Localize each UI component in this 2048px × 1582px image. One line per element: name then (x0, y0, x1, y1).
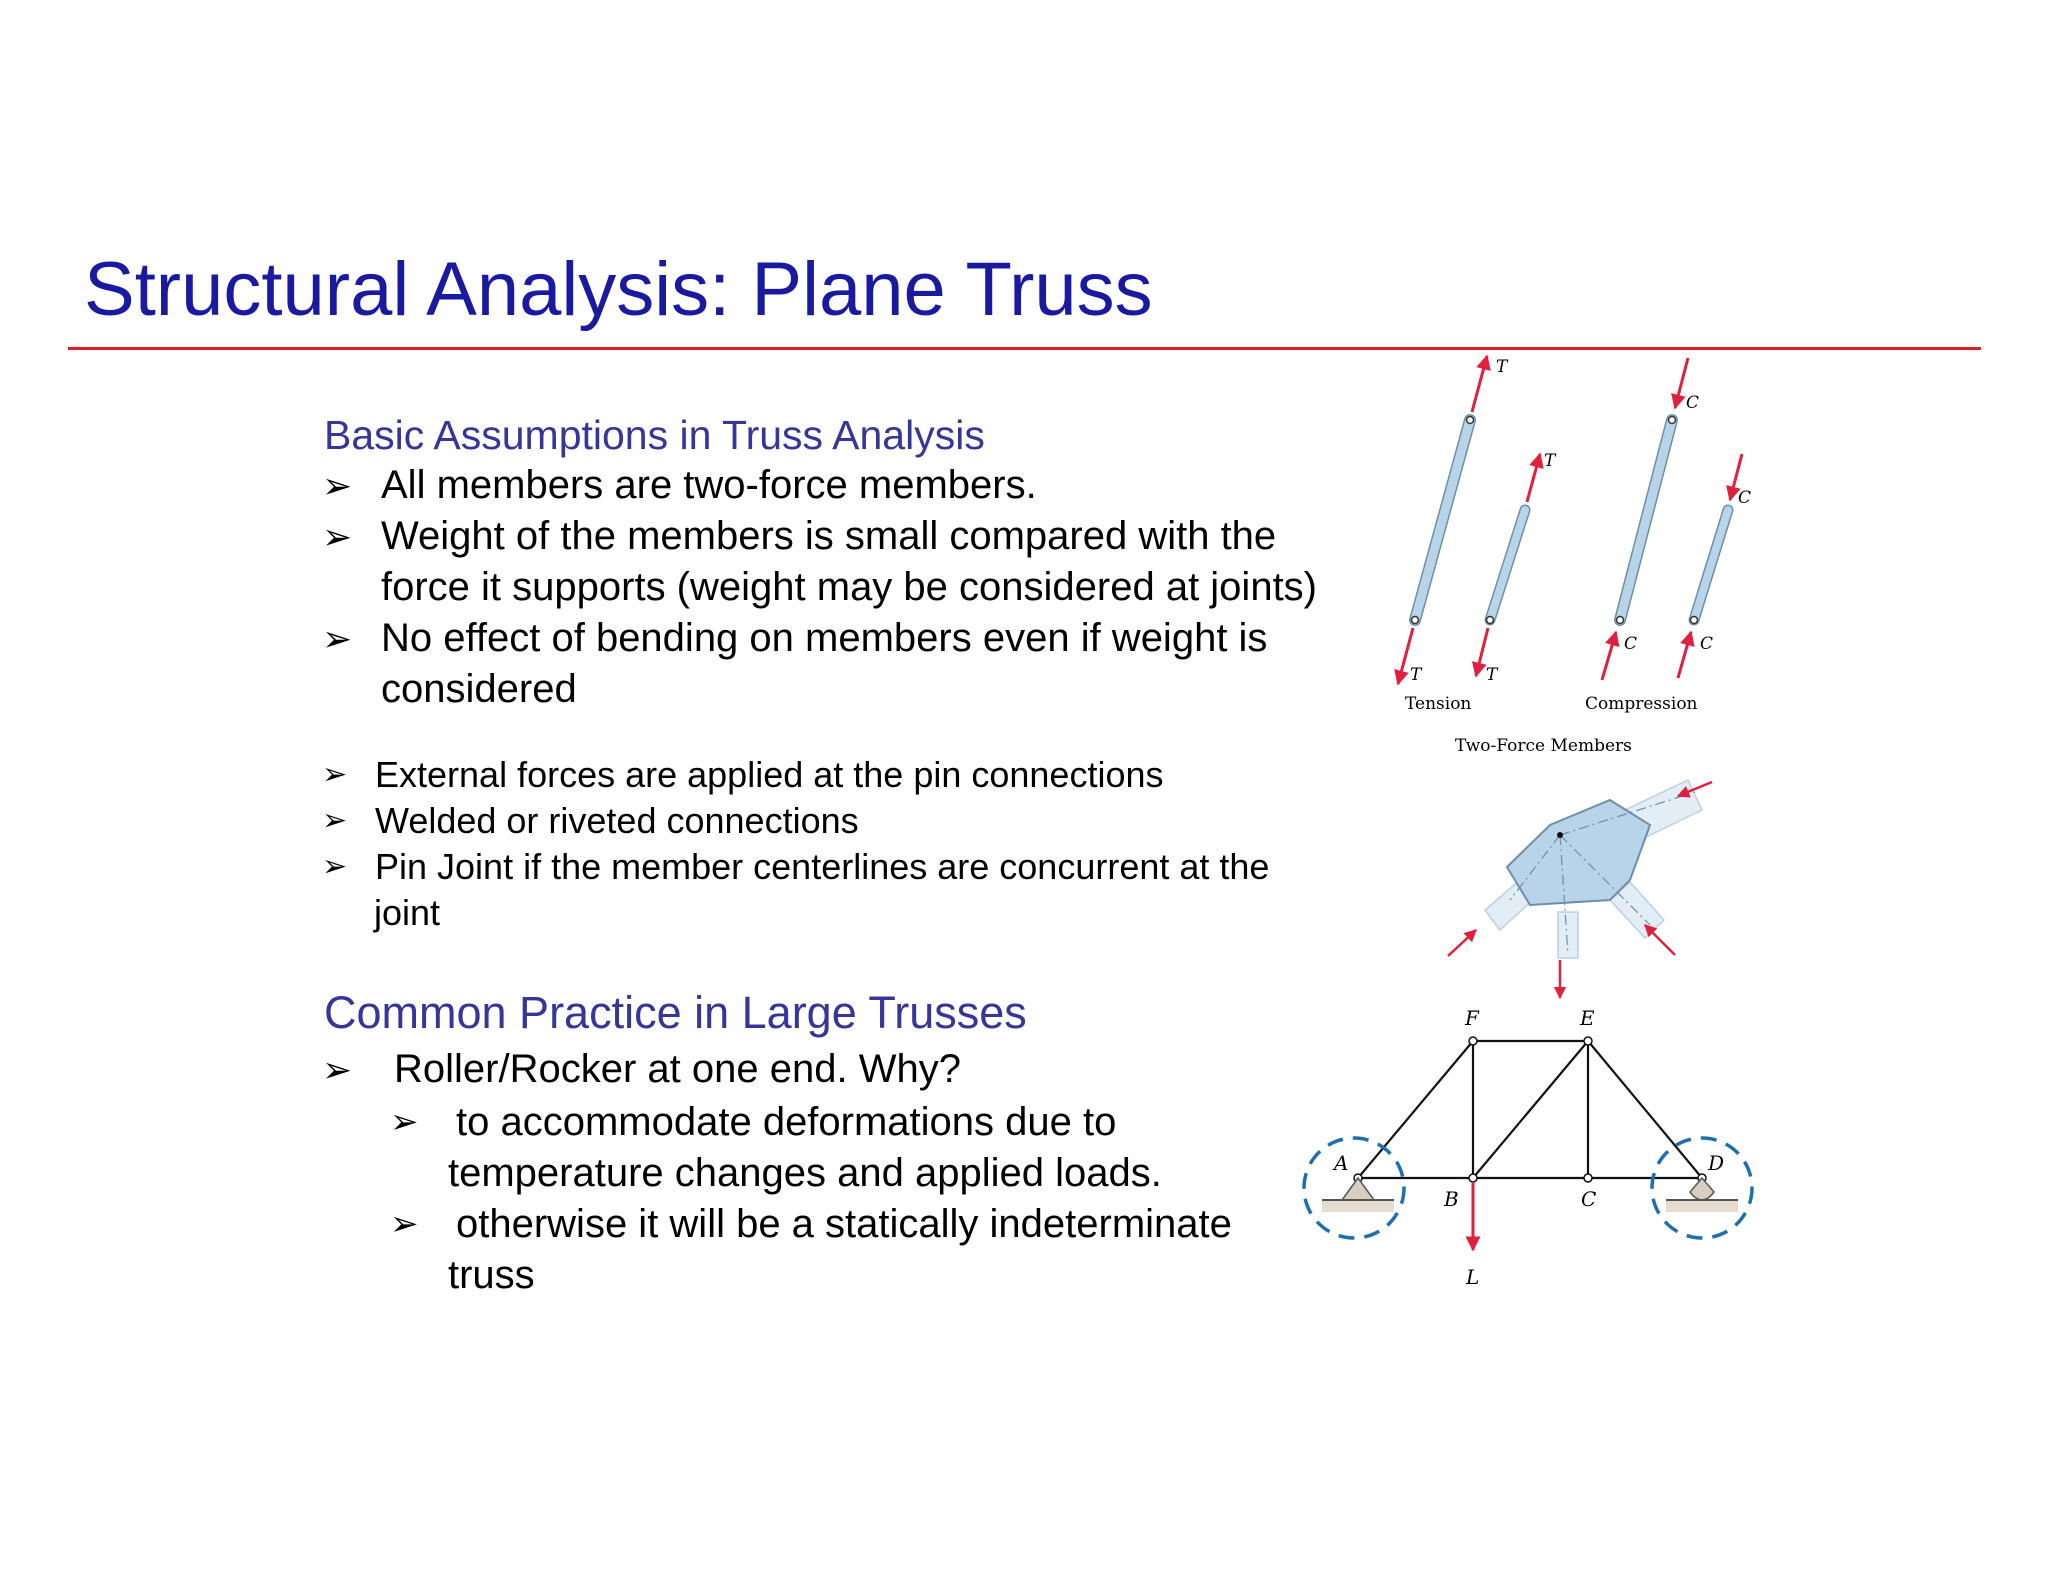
force-label: T (1486, 665, 1498, 685)
force-label: T (1410, 665, 1422, 685)
list-item-text-continued: truss (448, 1253, 535, 1297)
list-item (322, 798, 1269, 844)
joint-label-d: D (1708, 1151, 1725, 1175)
list-item-text: Roller/Rocker at one end. Why? (394, 1047, 961, 1091)
list-item-text: Welded or riveted connections (375, 800, 859, 841)
force-label: C (1686, 393, 1700, 413)
joint-label-e: E (1580, 1006, 1595, 1030)
list-item (322, 1044, 961, 1095)
compression-label: Compression (1585, 694, 1698, 714)
list-item (322, 460, 1317, 511)
list-item (390, 1199, 1232, 1301)
common-practice-sublist (390, 1097, 1232, 1301)
list-item-text: Weight of the members is small compared with the (381, 514, 1277, 558)
tension-member-long (1398, 356, 1487, 684)
list-item (322, 844, 1269, 936)
list-item-text: to accommodate deformations due to (456, 1100, 1117, 1144)
list-item (322, 511, 1317, 613)
list-item-text-continued: temperature changes and applied loads. (448, 1151, 1162, 1195)
arrow-bullet-icon: ➢ (390, 1205, 419, 1243)
joint-label-c: C (1581, 1187, 1597, 1211)
arrow-bullet-icon: ➢ (322, 516, 353, 557)
truss-figure (1296, 1000, 1766, 1300)
basic-assumptions-list (322, 460, 1317, 715)
list-item (322, 752, 1269, 798)
force-label: T (1496, 357, 1508, 377)
list-item-text: No effect of bending on members even if weight is (381, 616, 1268, 660)
pin-joint-figure (1440, 770, 1730, 1010)
arrow-bullet-icon: ➢ (322, 465, 353, 506)
list-item-text: External forces are applied at the pin connections (375, 754, 1164, 795)
joint-label-b: B (1444, 1187, 1459, 1211)
arrow-bullet-icon: ➢ (322, 1049, 353, 1090)
joint-point (1557, 832, 1563, 838)
arrow-bullet-icon: ➢ (322, 850, 348, 883)
common-practice-heading: Common Practice in Large Trusses (324, 987, 1027, 1038)
tension-label: Tension (1405, 694, 1472, 714)
arrow-bullet-icon: ➢ (322, 804, 348, 837)
arrow-bullet-icon: ➢ (390, 1103, 419, 1141)
list-item-text: Pin Joint if the member centerlines are concurrent at the (375, 846, 1270, 887)
tension-member-short (1476, 454, 1540, 676)
force-label: C (1700, 634, 1714, 654)
force-arrow (1448, 930, 1476, 956)
arrow-bullet-icon: ➢ (322, 618, 353, 659)
force-arrow (1645, 925, 1675, 955)
arrow-bullet-icon: ➢ (322, 758, 348, 791)
list-item-text-continued: force it supports (weight may be considered at joints) (381, 565, 1317, 609)
pin-support (1322, 1178, 1394, 1212)
joint-label-f: F (1465, 1006, 1479, 1030)
rocker-support (1666, 1178, 1738, 1212)
list-item (322, 613, 1317, 715)
list-item-text: otherwise it will be a statically indeterminate (456, 1202, 1232, 1246)
list-item-text: All members are two-force members. (381, 463, 1037, 507)
force-label: T (1544, 451, 1556, 471)
list-item-text-continued: considered (381, 667, 577, 711)
common-practice-list (322, 1044, 961, 1095)
two-force-members-figure (1380, 350, 1760, 760)
figure-caption: Two-Force Members (1455, 736, 1632, 756)
load-label: L (1466, 1265, 1480, 1289)
connections-list (322, 752, 1269, 936)
force-label: C (1738, 488, 1752, 508)
joint-label-a: A (1334, 1151, 1349, 1175)
list-item (390, 1097, 1232, 1199)
force-label: C (1624, 634, 1638, 654)
basic-assumptions-heading: Basic Assumptions in Truss Analysis (324, 412, 985, 458)
truss-members (1358, 1041, 1702, 1178)
list-item-text-continued: joint (374, 892, 441, 933)
slide-title: Structural Analysis: Plane Truss (84, 247, 1153, 332)
compression-member-long (1602, 358, 1688, 680)
